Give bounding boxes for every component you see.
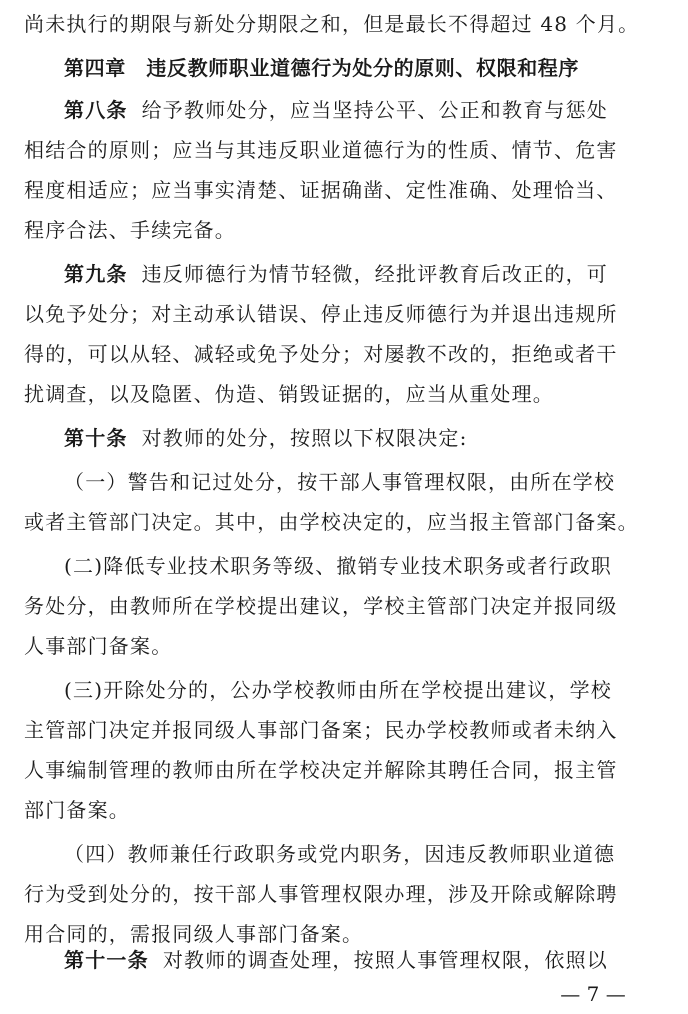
text-line: （一）警告和记过处分，按干部人事管理权限，由所在学校 bbox=[64, 470, 616, 494]
article-11-label: 第十一条 bbox=[64, 948, 149, 972]
text-line: (三)开除处分的，公办学校教师由所在学校提出建议，学校 bbox=[64, 678, 613, 702]
article-9-first-line bbox=[64, 254, 668, 294]
text-line: (二)降低专业技术职务等级、撤销专业技术职务或者行政职 bbox=[64, 554, 613, 578]
article-9-text: 违反师德行为情节轻微，经批评教育后改正的，可 bbox=[141, 262, 609, 286]
text-line: 或者主管部门决定。其中，由学校决定的，应当报主管部门备案。 bbox=[24, 510, 639, 534]
article-11-text: 对教师的调查处理，按照人事管理权限，依照以 bbox=[162, 948, 609, 972]
text-line: 尚未执行的期限与新处分期限之和，但是最长不得超过 48 个月。 bbox=[24, 12, 640, 36]
text-line: 程序合法、手续完备。 bbox=[24, 218, 236, 242]
text-line: 行为受到处分的，按干部人事管理权限办理，涉及开除或解除聘 bbox=[24, 882, 618, 906]
text-line: 部门备案。 bbox=[24, 798, 130, 822]
text-line: 人事部门备案。 bbox=[24, 634, 173, 658]
article-10-first-line bbox=[64, 418, 668, 458]
chapter-heading: 第四章 违反教师职业道德行为处分的原则、权限和程序 bbox=[64, 56, 579, 80]
text-line: 得的，可以从轻、减轻或免予处分；对屡教不改的，拒绝或者干 bbox=[24, 342, 618, 366]
text-line: 扰调查，以及隐匿、伪造、销毁证据的，应当从重处理。 bbox=[24, 382, 554, 406]
text-line: 程度相适应；应当事实清楚、证据确凿、定性准确、处理恰当、 bbox=[24, 178, 618, 202]
article-8-text: 给予教师处分，应当坚持公平、公正和教育与惩处 bbox=[141, 98, 609, 122]
article-8-first-line bbox=[64, 90, 668, 130]
page-number: — 7 — bbox=[560, 982, 626, 1006]
text-line: 以免予处分；对主动承认错误、停止违反师德行为并退出违规所 bbox=[24, 302, 618, 326]
article-8-label: 第八条 bbox=[64, 98, 128, 122]
text-line: 用合同的，需报同级人事部门备案。 bbox=[24, 922, 364, 946]
text-line: 相结合的原则；应当与其违反职业道德行为的性质、情节、危害 bbox=[24, 138, 618, 162]
article-10-text: 对教师的处分，按照以下权限决定: bbox=[141, 426, 468, 450]
article-9-label: 第九条 bbox=[64, 262, 128, 286]
text-line: 主管部门决定并报同级人事部门备案；民办学校教师或者未纳入 bbox=[24, 718, 618, 742]
text-line: （四）教师兼任行政职务或党内职务，因违反教师职业道德 bbox=[64, 842, 616, 866]
text-line: 务处分，由教师所在学校提出建议，学校主管部门决定并报同级 bbox=[24, 594, 618, 618]
text-line: 人事编制管理的教师由所在学校决定并解除其聘任合同，报主管 bbox=[24, 758, 618, 782]
article-10-label: 第十条 bbox=[64, 426, 128, 450]
